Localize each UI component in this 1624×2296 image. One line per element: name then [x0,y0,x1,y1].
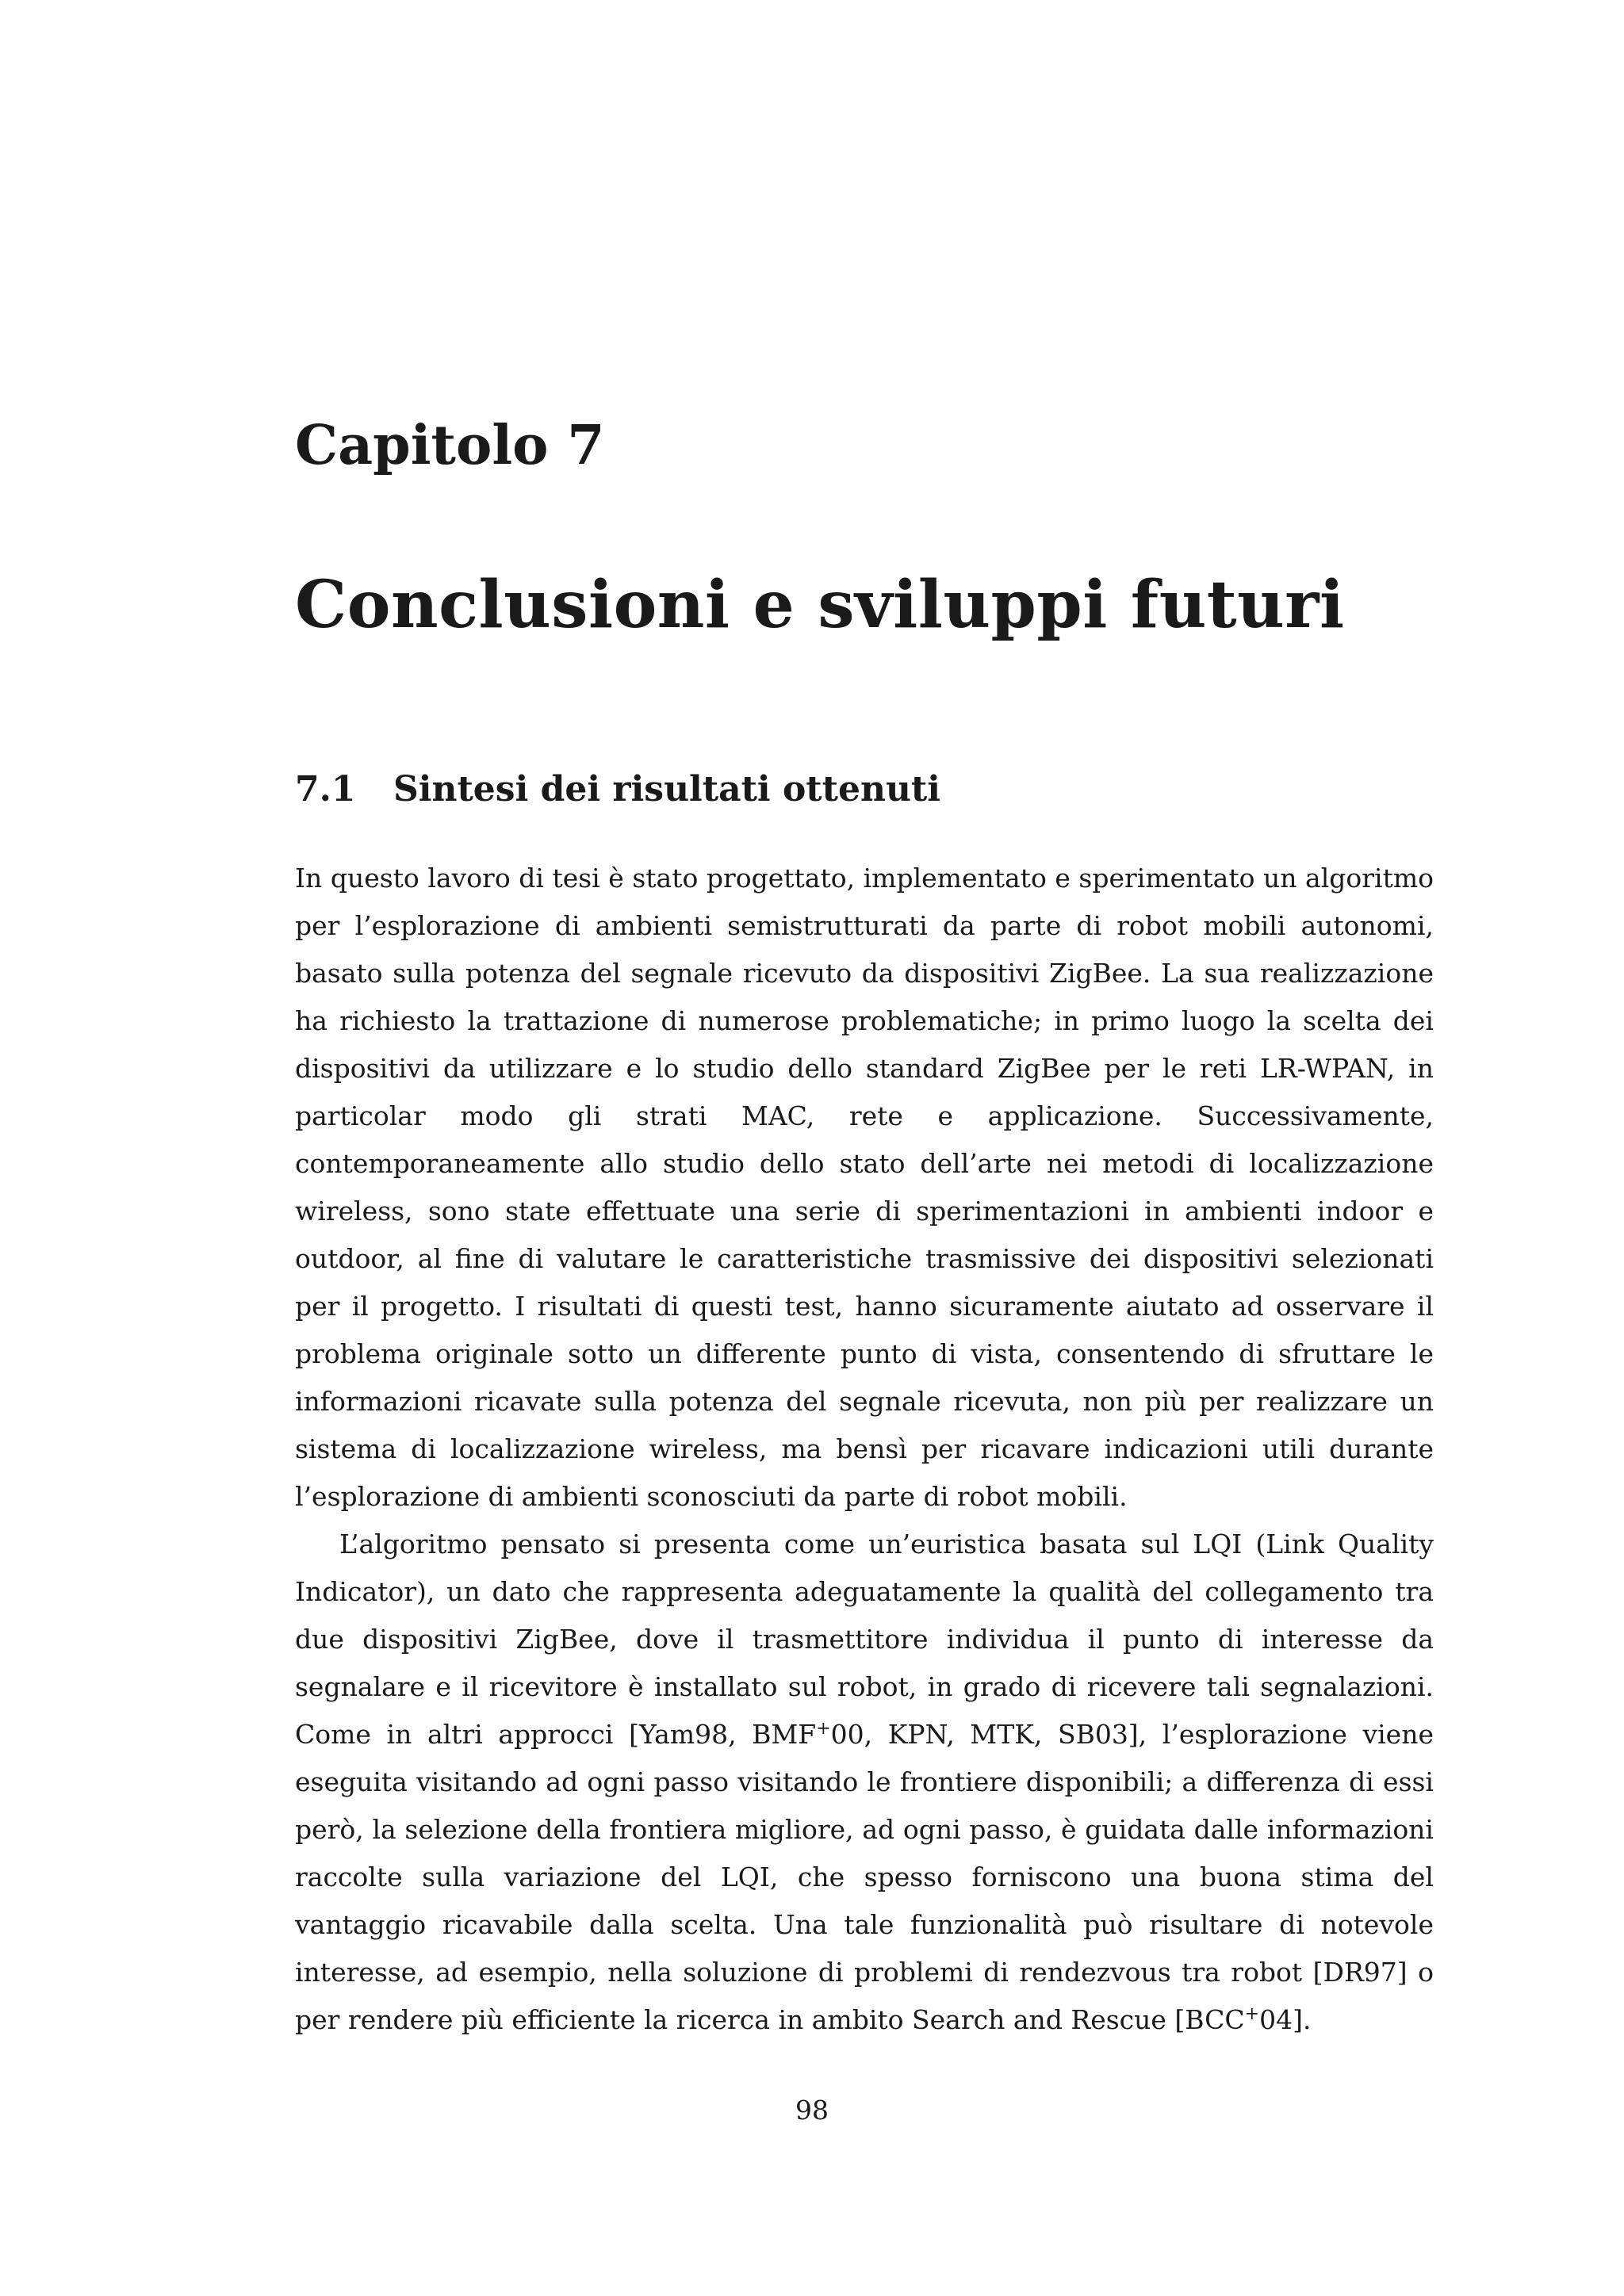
chapter-label: Capitolo 7 [295,414,605,477]
paragraph-2 [295,1521,1434,2044]
page-number: 98 [795,2095,829,2126]
paragraph-2-part-c: 04]. [1259,2004,1312,2035]
paragraph-1: In questo lavoro di tesi è stato progettato, implementato e sperimentato un algoritmo per l’esplorazione di ambienti semistrutturati da parte di robot mobili autonomi, basato sulla potenza del segnale ricevuto da dispositivi ZigBee. La sua realizzazione ha richiesto la trattazione di numerose problematiche; in primo luogo la scelta dei dispositivi da utilizzare e lo studio dello standard ZigBee per le reti LR-WPAN, in particolar modo gli strati MAC, rete e applicazione. Successivamente, contemporaneamente allo studio dello stato dell’arte nei metodi di localizzazione wireless, sono state effettuate una serie di sperimentazioni in ambienti indoor e outdoor, al fine di valutare le caratteristiche trasmissive dei dispositivi selezionati per il progetto. I risultati di questi test, hanno sicuramente aiutato ad osservare il problema originale sotto un differente punto di vista, consentendo di sfruttare le informazioni ricavate sulla potenza del segnale ricevuta, non più per realizzare un sistema di localizzazione wireless, ma bensì per ricavare indicazioni utili durante l’esplorazione di ambienti sconosciuti da parte di robot mobili. [295,863,1434,1512]
section-title: Sintesi dei risultati ottenuti [393,769,940,809]
section-heading [295,769,940,809]
body-text [295,855,1434,2044]
section-number: 7.1 [295,769,356,809]
superscript-plus: + [816,1719,831,1739]
paragraph-2-part-a: L’algoritmo pensato si presenta come un’euristica basata sul LQI (Link Quality Indicator), un dato che rappresenta adeguatamente la qualità del collegamento tra due dispositivi ZigBee, dove il trasmettitore individua il punto di interesse da segnalare e il ricevitore è installato sul robot, in grado di ricevere tali segnalazioni. Come in altri approcci [Yam98, BMF [295,1529,1434,1750]
chapter-title: Conclusioni e sviluppi futuri [295,567,1345,643]
paragraph-2-part-b: 00, KPN, MTK, SB03], l’esplorazione viene eseguita visitando ad ogni passo visitando le frontiere disponibili; a differenza di essi però, la selezione della frontiera migliore, ad ogni passo, è guidata dalle informazioni raccolte sulla variazione del LQI, che spesso forniscono una buona stima del vantaggio ricavabile dalla scelta. Una tale funzionalità può risultare di notevole interesse, ad esempio, nella soluzione di problemi di rendezvous tra robot [DR97] o per rendere più efficiente la ricerca in ambito Search and Rescue [BCC [295,1719,1434,2035]
superscript-plus: + [1244,2004,1260,2024]
